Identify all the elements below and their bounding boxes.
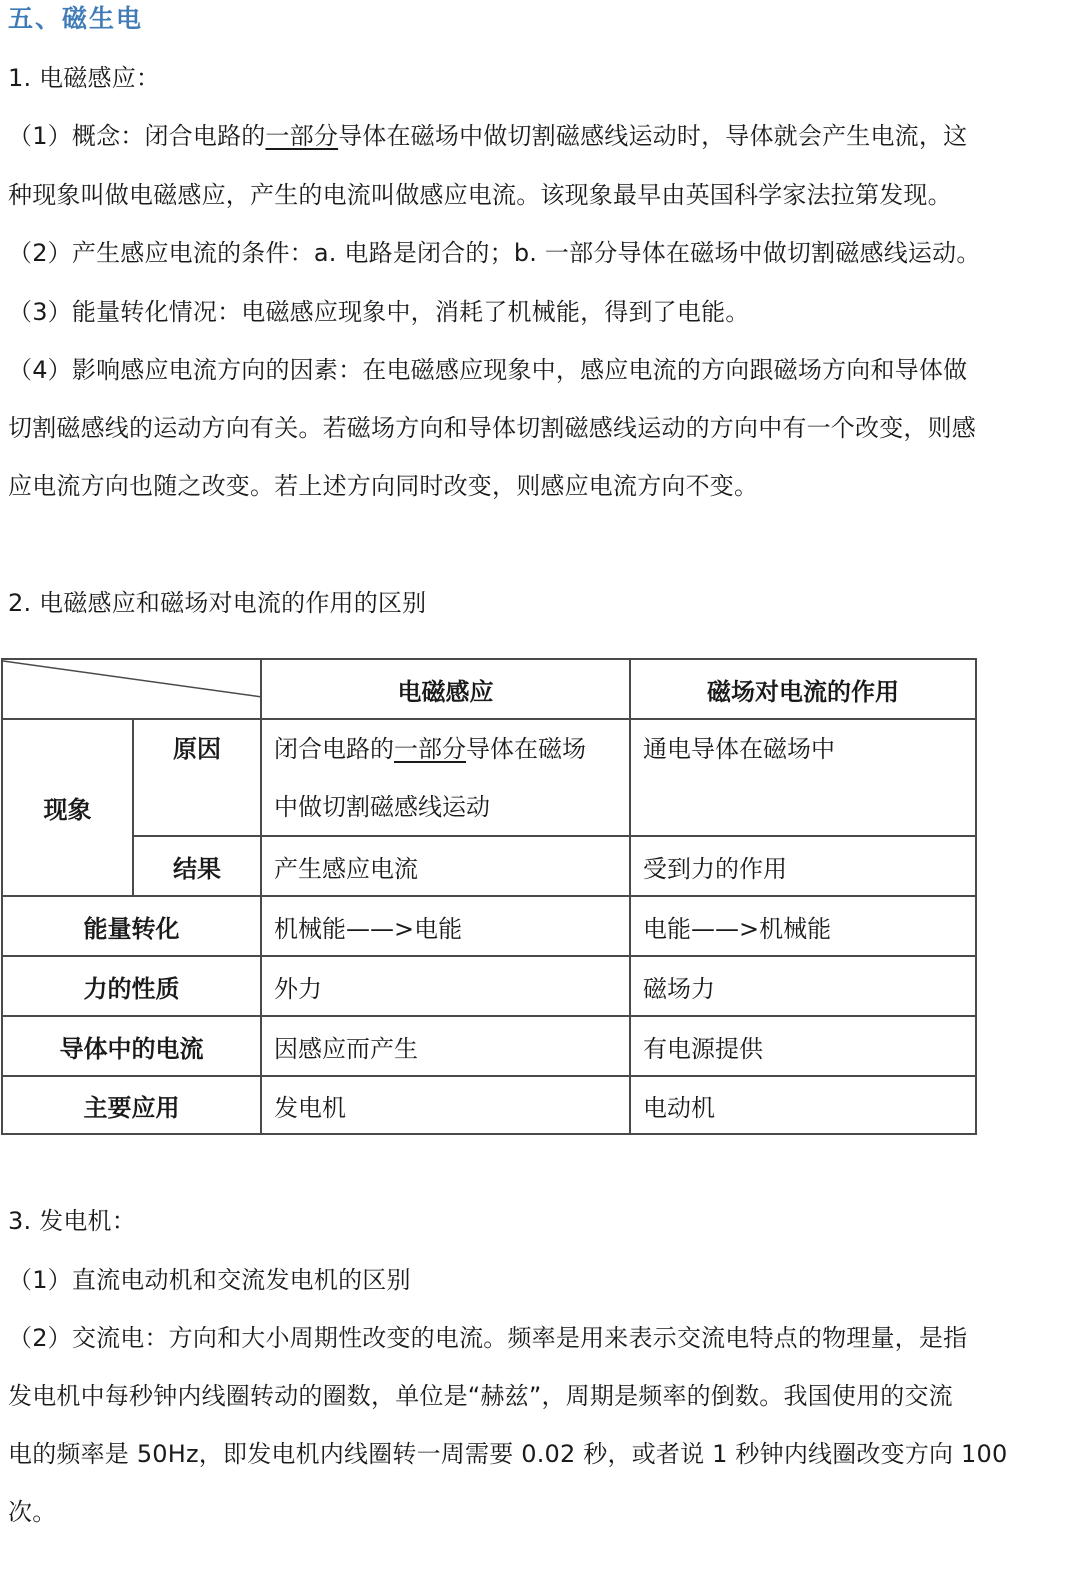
text: 闭合电路的 [274,735,394,763]
table-row [2,956,976,1016]
column-header: 电磁感应 [261,659,630,719]
diagonal-line-icon [3,660,262,720]
table-cell: 机械能——>电能 [261,896,630,956]
group-label: 现象 [2,719,133,896]
column-header: 磁场对电流的作用 [630,659,976,719]
table-cell: 受到力的作用 [630,836,976,896]
table-row [2,719,976,836]
text: 导体在磁场中做切割磁感线运动时，导体就会产生电流，这 [338,122,968,150]
paragraph-ac-line3: 电的频率是 50Hz，即发电机内线圈转一周需要 0.02 秒，或者说 1 秒钟内线圈改变方向 100 [8,1440,1008,1468]
table-cell [261,719,630,836]
paragraph-concept-line2: 种现象叫做电磁感应，产生的电流叫做感应电流。该现象最早由英国科学家法拉第发现。 [8,181,952,209]
section-title: 五、磁生电 [8,4,144,33]
table-row [2,896,976,956]
paragraph-factors-line3: 应电流方向也随之改变。若上述方向同时改变，则感应电流方向不变。 [8,472,759,500]
table-header-row [2,659,976,719]
table-cell: 通电导体在磁场中 [630,719,976,836]
underlined-text: 一部分 [394,735,466,763]
table-cell: 产生感应电流 [261,836,630,896]
text: （1）概念：闭合电路的 [8,122,266,150]
table-row [2,1076,976,1134]
row-label: 能量转化 [2,896,261,956]
paragraph-ac-line1: （2）交流电：方向和大小周期性改变的电流。频率是用来表示交流电特点的物理量，是指 [8,1324,968,1352]
paragraph-ac-line2: 发电机中每秒钟内线圈转动的圈数，单位是“赫兹”，周期是频率的倒数。我国使用的交流 [8,1382,953,1410]
table-cell: 电动机 [630,1076,976,1134]
diagonal-corner-cell [2,659,261,719]
paragraph-factors-line1: （4）影响感应电流方向的因素：在电磁感应现象中，感应电流的方向跟磁场方向和导体做 [8,356,968,384]
paragraph-dc-ac-difference: （1）直流电动机和交流发电机的区别 [8,1266,411,1294]
row-label: 导体中的电流 [2,1016,261,1076]
heading-generator: 3. 发电机： [8,1207,136,1235]
table-cell: 电能——>机械能 [630,896,976,956]
table-cell: 因感应而产生 [261,1016,630,1076]
table-cell: 外力 [261,956,630,1016]
text: 导体在磁场 [466,735,586,763]
row-label: 主要应用 [2,1076,261,1134]
underlined-text: 一部分 [265,122,339,150]
table-row [2,1016,976,1076]
row-label: 力的性质 [2,956,261,1016]
table-cell: 发电机 [261,1076,630,1134]
paragraph-conditions: （2）产生感应电流的条件：a. 电路是闭合的；b. 一部分导体在磁场中做切割磁感线运动。 [8,239,981,267]
comparison-table [1,658,977,1135]
paragraph-factors-line2: 切割磁感线的运动方向有关。若磁场方向和导体切割磁感线运动的方向中有一个改变，则感 [8,414,976,442]
heading-electromagnetic-induction: 1. 电磁感应： [8,64,161,92]
table-cell: 有电源提供 [630,1016,976,1076]
heading-comparison: 2. 电磁感应和磁场对电流的作用的区别 [8,589,427,617]
paragraph-ac-line4: 次。 [8,1498,57,1526]
paragraph-concept-line1 [8,121,967,151]
paragraph-energy: （3）能量转化情况：电磁感应现象中，消耗了机械能，得到了电能。 [8,298,750,326]
cell-line: 中做切割磁感线运动 [274,793,490,821]
row-label: 原因 [133,719,261,836]
table-cell: 磁场力 [630,956,976,1016]
table-row [2,836,976,896]
cell-line [274,734,629,764]
row-label: 结果 [133,836,261,896]
